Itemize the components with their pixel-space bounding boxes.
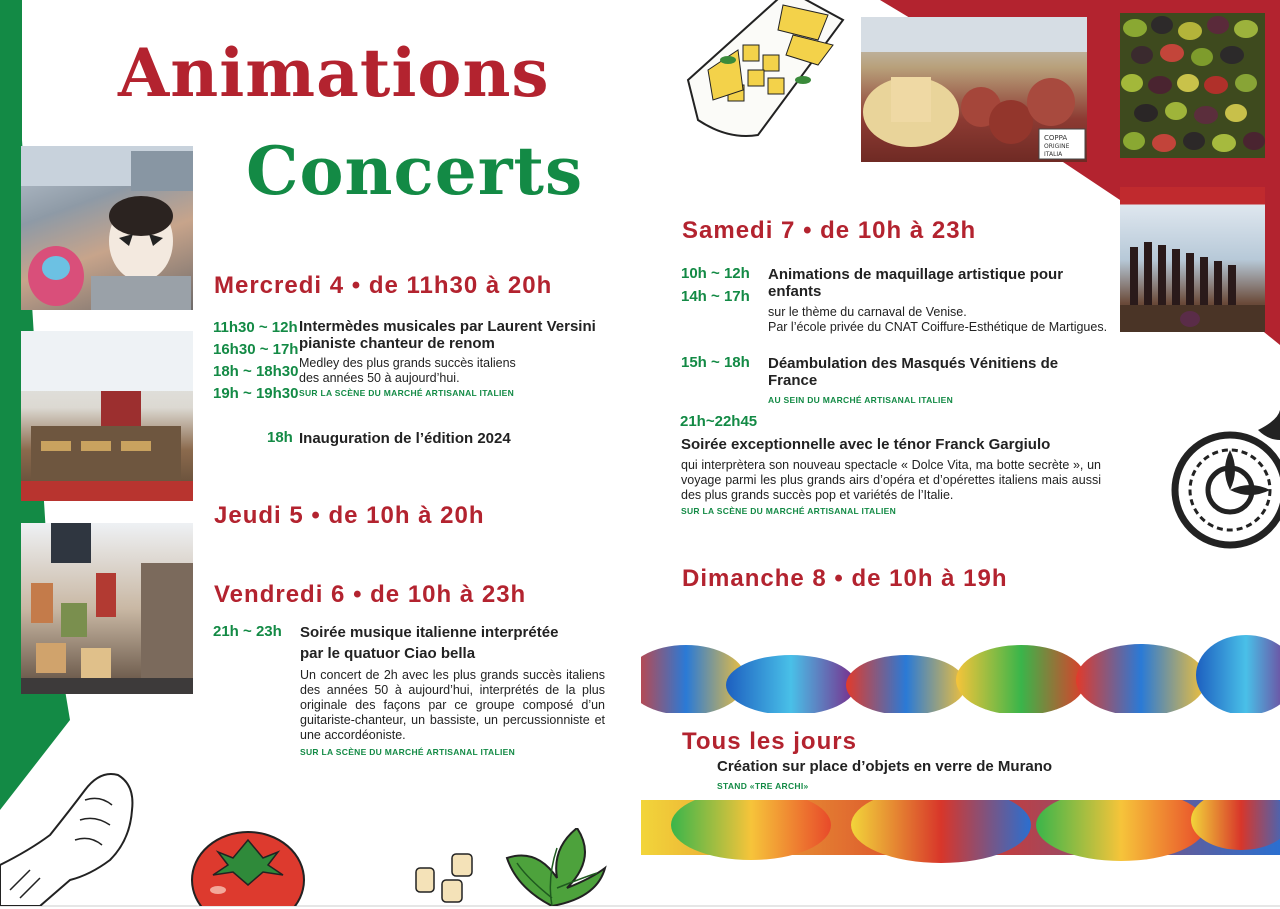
time-slot: 16h30 ~ 17h: [213, 341, 299, 358]
coppa-label-line2: ORIGINE: [1044, 143, 1070, 150]
friday-event: [300, 624, 605, 757]
event-title: Animations de maquillage artistique pour enfants: [768, 266, 1064, 300]
tomato-icon: [188, 830, 308, 906]
wednesday-event2: Inauguration de l’édition 2024: [299, 430, 511, 447]
face-paint-photo: [21, 146, 193, 310]
title-line1: Animations: [118, 34, 550, 112]
event-location: SUR LA SCÈNE DU MARCHÉ ARTISANAL ITALIEN: [299, 388, 515, 398]
bags-stand-photo: [21, 523, 193, 694]
title-line2: Concerts: [246, 132, 584, 210]
everyday-event: Création sur place d’objets en verre de Murano: [717, 758, 1053, 775]
olives-photo: [1120, 13, 1265, 158]
everyday-stand: STAND «TRE ARCHI»: [717, 781, 809, 791]
event-location: SUR LA SCÈNE DU MARCHÉ ARTISANAL ITALIEN: [300, 747, 516, 757]
friday-day: Vendredi 6: [214, 581, 346, 608]
friday-time: 21h ~ 23h: [213, 623, 282, 640]
saturday-time1b: 14h ~ 17h: [681, 288, 750, 305]
sunday-heading: Dimanche 8 • de 10h à 19h: [682, 565, 1008, 592]
wine-photo: [1120, 187, 1265, 332]
saturday-day: Samedi 7: [682, 217, 796, 244]
italian-hand-gesture-icon: [0, 770, 140, 906]
everyday-heading: Tous les jours: [682, 728, 857, 755]
event-desc-line2: Par l’école privée du CNAT Coiffure-Esthétique de Martigues.: [768, 320, 1108, 334]
deli-photo: [861, 17, 1087, 162]
murano-glass-bottom: [641, 800, 1280, 870]
event-desc-line2: des années 50 à aujourd’hui.: [299, 371, 460, 385]
coppa-label-line1: COPPA: [1044, 134, 1068, 142]
wednesday-times: [213, 317, 299, 405]
event-title-line2: pianiste chanteur de renom: [299, 335, 495, 352]
wednesday-heading: Mercredi 4 • de 11h30 à 20h: [214, 272, 553, 299]
event-location: AU SEIN DU MARCHÉ ARTISANAL ITALIEN: [768, 395, 954, 405]
event-title: Soirée exceptionnelle avec le ténor Franck Gargiulo: [681, 436, 1051, 453]
event-desc-line1: Medley des plus grands succès italiens: [299, 356, 516, 370]
saturday-time2: 15h ~ 18h: [681, 354, 750, 371]
sunday-day: Dimanche 8: [682, 565, 827, 592]
saturday-event1: [768, 266, 1108, 335]
thursday-hours: de 10h à 20h: [328, 502, 485, 529]
wednesday-time2: 18h: [267, 429, 293, 446]
pasta-icon: [412, 850, 482, 906]
thursday-day: Jeudi 5: [214, 502, 304, 529]
saturday-event3: [681, 436, 1101, 516]
saturday-time3: 21h~22h45: [680, 413, 758, 430]
event-desc: qui interprètera son nouveau spectacle « Dolce Vita, ma botte secrète », un voyage parmi les plus grands airs d’opéra et d’opérettes italiens mais aussi des plus grands succès pop et variétés de l’Italie.: [681, 458, 1101, 502]
sunday-hours: de 10h à 19h: [851, 565, 1008, 592]
time-slot: 11h30 ~ 12h: [213, 319, 298, 336]
event-title: Déambulation des Masqués Vénitiens de France: [768, 355, 1059, 389]
event-title-line2: par le quatuor Ciao bella: [300, 645, 476, 662]
decorative-mandala-icon: [1168, 410, 1280, 550]
murano-glass-top: [641, 630, 1280, 715]
time-slot: 19h ~ 19h30: [213, 385, 299, 402]
event-title-line1: Intermèdes musicales par Laurent Versini: [299, 318, 596, 335]
coppa-label-line3: ITALIA: [1044, 151, 1063, 158]
event-title-line1: Soirée musique italienne interprétée: [300, 624, 559, 641]
olives-pattern: [1120, 13, 1265, 158]
event-location: SUR LA SCÈNE DU MARCHÉ ARTISANAL ITALIEN: [681, 506, 897, 516]
time-slot: 18h ~ 18h30: [213, 363, 299, 380]
event-desc: Un concert de 2h avec les plus grands succès italiens des années 50 à aujourd’hui, interprétés de la plus originale des façons par ce groupe composé d’un guitariste-chanteur, un bassiste, un percussionniste et une accordéoniste.: [300, 668, 605, 742]
basil-leaves-icon: [497, 828, 607, 906]
saturday-hours: de 10h à 23h: [820, 217, 977, 244]
wednesday-event: [299, 318, 605, 398]
friday-heading: Vendredi 6 • de 10h à 23h: [214, 581, 527, 608]
event-desc-line1: sur le thème du carnaval de Venise.: [768, 305, 967, 319]
wednesday-day: Mercredi 4: [214, 272, 345, 299]
wednesday-hours: de 11h30 à 20h: [368, 272, 553, 299]
saturday-time1a: 10h ~ 12h: [681, 265, 750, 282]
saturday-heading: Samedi 7 • de 10h à 23h: [682, 217, 977, 244]
jewelry-stand-photo: [21, 331, 193, 501]
friday-hours: de 10h à 23h: [370, 581, 527, 608]
thursday-heading: Jeudi 5 • de 10h à 20h: [214, 502, 485, 529]
cheese-board-illustration: [668, 0, 850, 142]
saturday-event2: [768, 355, 1108, 405]
